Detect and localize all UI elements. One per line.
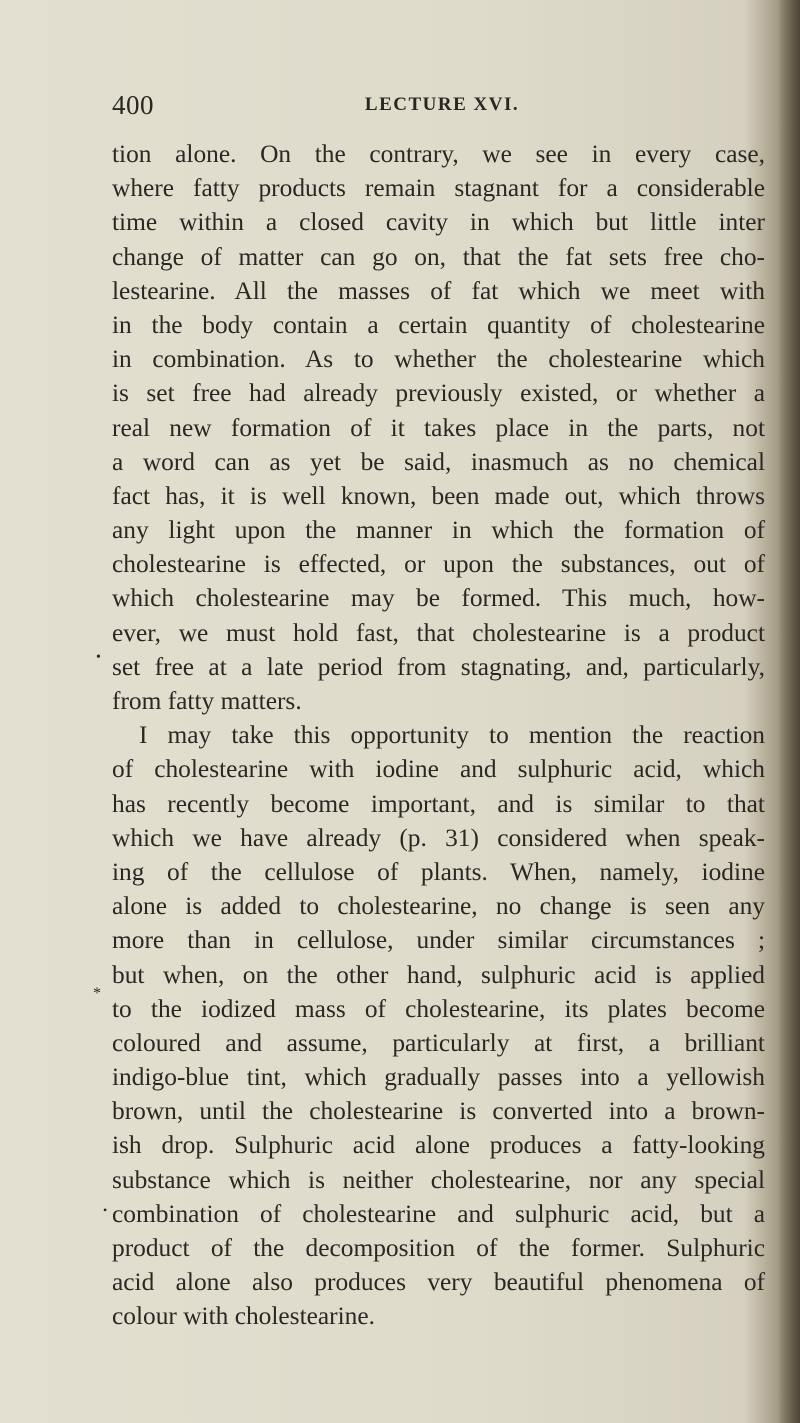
text-line: brown, until the cholestearine is converted into a brown- [112,1097,765,1126]
text-line: where fatty products remain stagnant for a considerable [112,174,765,203]
text-line: but when, on the other hand, sulphuric acid is applied [112,960,765,989]
text-line: set free at a late period from stagnating, and, particularly, [112,652,765,681]
page-gutter-shadow [778,0,800,1423]
text-line: real new formation of it takes place in the parts, not [112,413,765,442]
text-line: ish drop. Sulphuric acid alone produces a fatty-looking [112,1131,765,1160]
text-line: product of the decomposition of the former. Sulphuric [112,1234,765,1262]
margin-speck: • [96,650,101,665]
text-line: colour with cholestearine. [112,1302,375,1331]
text-line: to the iodized mass of cholestearine, its plates become [112,994,765,1023]
text-line: in the body contain a certain quantity of cholestearine [112,310,765,339]
text-line: acid alone also produces very beautiful phenomena of [112,1268,765,1297]
text-line: ing of the cellulose of plants. When, namely, iodine [112,857,765,886]
text-line: coloured and assume, particularly at first, a brilliant [112,1028,765,1057]
text-line: any light upon the manner in which the formation of [112,516,765,545]
text-line: which cholestearine may be formed. This much, how- [112,584,765,613]
running-head: LECTURE XVI. [364,94,520,115]
text-line: fact has, it is well known, been made out, which throws [112,481,765,510]
text-line: combination of cholestearine and sulphuric acid, but a [112,1199,765,1228]
text-line: change of matter can go on, that the fat sets free cho- [112,242,765,271]
text-line: time within a closed cavity in which but little inter [112,208,765,237]
text-line: more than in cellulose, under similar circumstances ; [112,926,765,955]
margin-speck: • [103,1203,108,1217]
text-line: substance which is neither cholestearine, nor any special [112,1165,765,1194]
margin-speck: * [93,985,101,1002]
text-line: has recently become important, and is similar to that [112,789,765,818]
page-number: 400 [112,90,154,120]
text-line: a word can as yet be said, inasmuch as no chemical [112,447,765,476]
text-line: of cholestearine with iodine and sulphuric acid, which [112,755,765,784]
text-line: from fatty matters. [112,687,302,715]
page-header [112,90,772,126]
text-line: which we have already (p. 31) considered when speak- [112,823,765,852]
text-line: is set free had already previously existed, or whether a [112,379,765,408]
text-line: cholestearine is effected, or upon the substances, out of [112,550,765,579]
body-text [112,137,765,1334]
text-line: alone is added to cholestearine, no change is seen any [112,892,765,921]
text-line: ever, we must hold fast, that cholestearine is a product [112,618,765,647]
text-line: indigo-blue tint, which gradually passes into a yellowish [112,1063,765,1092]
paragraph-first-line: I may take this opportunity to mention the reaction [139,721,765,750]
text-line: in combination. As to whether the cholestearine which [112,345,765,374]
text-line: tion alone. On the contrary, we see in every case, [112,140,765,168]
text-line: lestearine. All the masses of fat which we meet with [112,276,765,305]
